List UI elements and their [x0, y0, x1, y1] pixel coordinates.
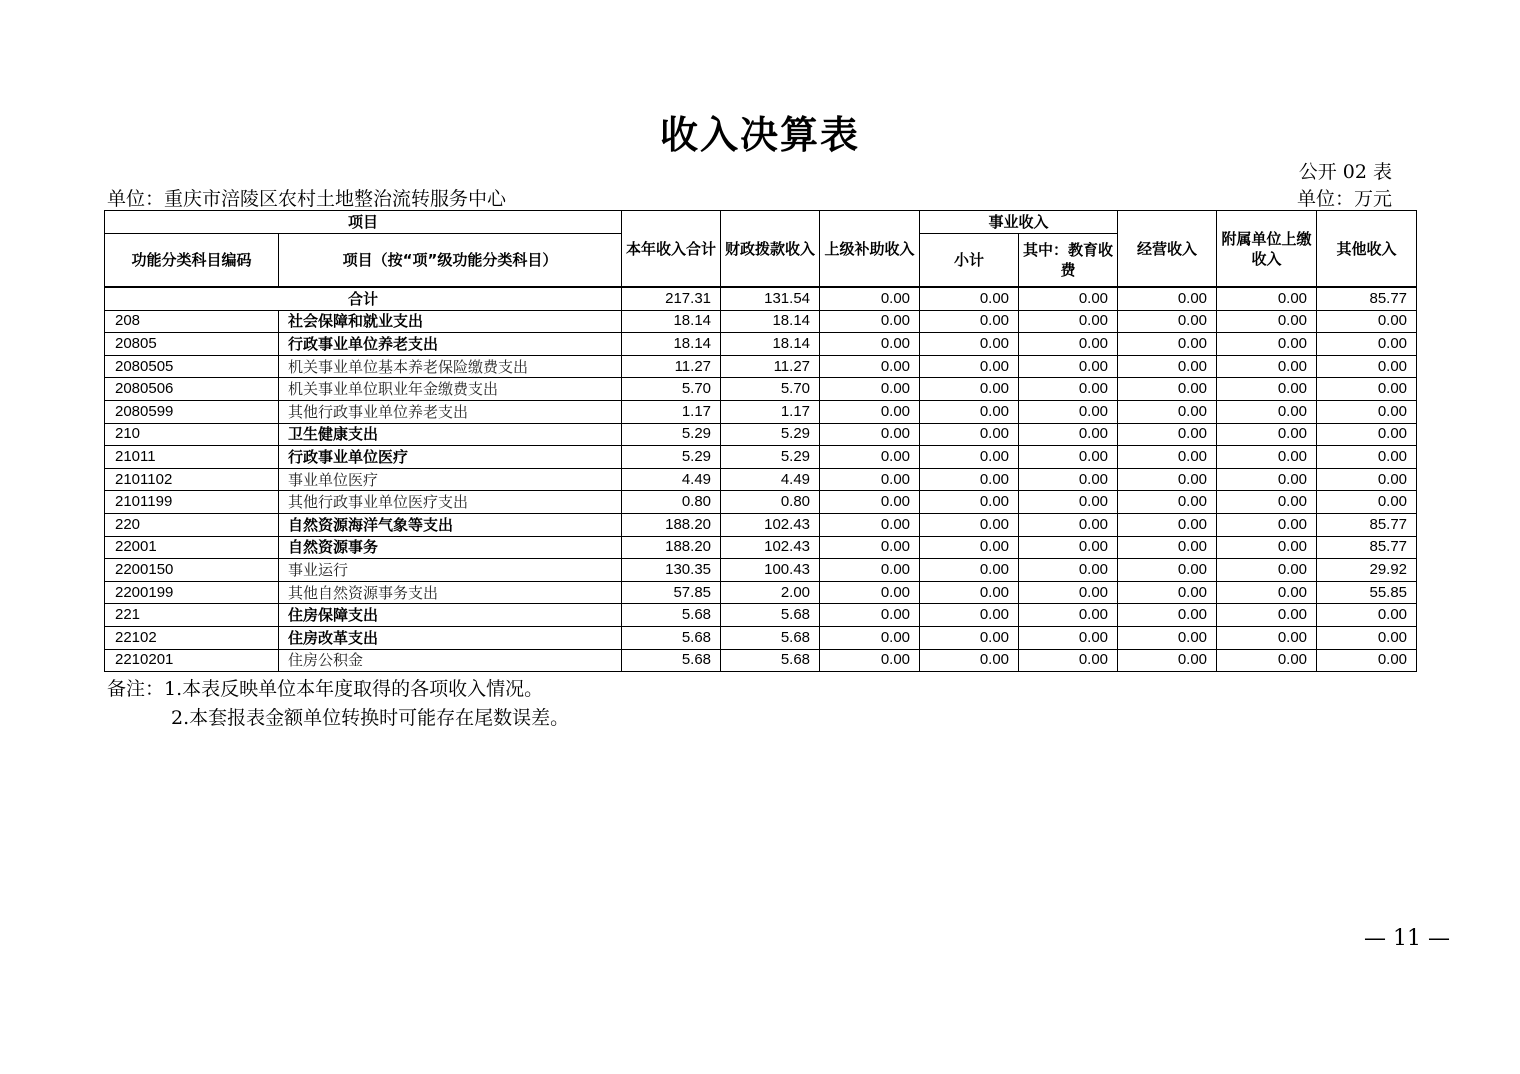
- amount-cell: 0.00: [1019, 559, 1118, 582]
- amount-cell: 0.00: [1217, 310, 1317, 333]
- amount-cell: 0.00: [1118, 468, 1217, 491]
- amount-cell: 0.00: [1317, 355, 1417, 378]
- amount-cell: 0.00: [1217, 400, 1317, 423]
- amount-cell: 0.00: [1118, 333, 1217, 356]
- amount-cell: 0.80: [622, 491, 721, 514]
- amount-cell: 18.14: [721, 310, 820, 333]
- total-row: [105, 287, 1417, 310]
- amount-cell: 0.00: [1317, 423, 1417, 446]
- amount-cell: 0.00: [1118, 649, 1217, 672]
- subject-name: 社会保障和就业支出: [279, 310, 622, 333]
- header-project: 项目: [105, 211, 622, 234]
- amount-cell: 0.00: [1317, 378, 1417, 401]
- amount-cell: 0.00: [820, 446, 920, 469]
- amount-cell: 0.00: [1317, 491, 1417, 514]
- subject-name: 住房改革支出: [279, 626, 622, 649]
- amount-cell: 0.00: [1317, 400, 1417, 423]
- subject-code: 22102: [105, 626, 279, 649]
- table-row: [105, 378, 1417, 401]
- amount-cell: 0.00: [920, 491, 1019, 514]
- amount-cell: 5.68: [721, 626, 820, 649]
- amount-cell: 85.77: [1317, 536, 1417, 559]
- amount-cell: 85.77: [1317, 513, 1417, 536]
- amount-cell: 0.00: [1019, 423, 1118, 446]
- subject-code: 22001: [105, 536, 279, 559]
- amount-cell: 0.00: [1217, 581, 1317, 604]
- amount-cell: 0.00: [820, 513, 920, 536]
- amount-cell: 102.43: [721, 536, 820, 559]
- amount-cell: 0.00: [920, 604, 1019, 627]
- amount-cell: 0.00: [1217, 355, 1317, 378]
- amount-cell: 0.00: [820, 649, 920, 672]
- amount-cell: 0.00: [1019, 378, 1118, 401]
- subject-name: 行政事业单位养老支出: [279, 333, 622, 356]
- subject-code: 2200199: [105, 581, 279, 604]
- table-row: [105, 400, 1417, 423]
- header-affiliate: 附属单位上缴收入: [1217, 211, 1317, 288]
- amount-cell: 1.17: [622, 400, 721, 423]
- amount-cell: 0.00: [1317, 626, 1417, 649]
- total-label: 合计: [105, 287, 622, 310]
- amount-cell: 0.00: [820, 491, 920, 514]
- amount-cell: 0.00: [1019, 604, 1118, 627]
- amount-cell: 0.00: [1019, 310, 1118, 333]
- amount-cell: 0.00: [920, 400, 1019, 423]
- amount-cell: 0.00: [920, 378, 1019, 401]
- subject-code: 2101102: [105, 468, 279, 491]
- total-value: 217.31: [622, 287, 721, 310]
- amount-cell: 4.49: [622, 468, 721, 491]
- amount-cell: 0.00: [1118, 310, 1217, 333]
- page-title: 收入决算表: [659, 112, 860, 157]
- total-value: 131.54: [721, 287, 820, 310]
- amount-cell: 4.49: [721, 468, 820, 491]
- amount-cell: 188.20: [622, 513, 721, 536]
- amount-cell: 0.00: [920, 446, 1019, 469]
- amount-cell: 0.00: [820, 626, 920, 649]
- amount-cell: 5.68: [622, 604, 721, 627]
- amount-cell: 5.70: [721, 378, 820, 401]
- amount-cell: 188.20: [622, 536, 721, 559]
- subject-name: 其他行政事业单位养老支出: [279, 400, 622, 423]
- table-row: [105, 310, 1417, 333]
- amount-cell: 0.80: [721, 491, 820, 514]
- subject-name: 自然资源事务: [279, 536, 622, 559]
- amount-cell: 0.00: [1217, 468, 1317, 491]
- amount-cell: 5.29: [622, 446, 721, 469]
- subject-code: 20805: [105, 333, 279, 356]
- subject-code: 2080506: [105, 378, 279, 401]
- amount-cell: 130.35: [622, 559, 721, 582]
- amount-cell: 0.00: [1317, 310, 1417, 333]
- amount-cell: 0.00: [820, 310, 920, 333]
- page-number: — 11 —: [1364, 926, 1450, 951]
- table-row: [105, 446, 1417, 469]
- amount-cell: 0.00: [1217, 513, 1317, 536]
- amount-cell: 1.17: [721, 400, 820, 423]
- amount-cell: 5.68: [622, 626, 721, 649]
- amount-cell: 0.00: [1118, 423, 1217, 446]
- amount-cell: 0.00: [820, 400, 920, 423]
- header-superior: 上级补助收入: [820, 211, 920, 288]
- amount-cell: 0.00: [1019, 649, 1118, 672]
- table-row: [105, 355, 1417, 378]
- total-value: 85.77: [1317, 287, 1417, 310]
- amount-cell: 0.00: [1019, 581, 1118, 604]
- amount-cell: 0.00: [1019, 468, 1118, 491]
- amount-cell: 0.00: [1217, 378, 1317, 401]
- amount-cell: 18.14: [622, 310, 721, 333]
- amount-cell: 0.00: [1118, 491, 1217, 514]
- subject-name: 住房保障支出: [279, 604, 622, 627]
- amount-cell: 0.00: [820, 423, 920, 446]
- amount-cell: 0.00: [1317, 604, 1417, 627]
- subject-name: 机关事业单位基本养老保险缴费支出: [279, 355, 622, 378]
- amount-cell: 0.00: [820, 536, 920, 559]
- amount-cell: 5.68: [721, 604, 820, 627]
- total-value: 0.00: [1019, 287, 1118, 310]
- header-business-group: 事业收入: [920, 211, 1118, 234]
- subject-name: 行政事业单位医疗: [279, 446, 622, 469]
- total-value: 0.00: [1118, 287, 1217, 310]
- subject-code: 21011: [105, 446, 279, 469]
- table-row: [105, 649, 1417, 672]
- amount-cell: 0.00: [1019, 355, 1118, 378]
- amount-cell: 0.00: [1317, 446, 1417, 469]
- amount-cell: 0.00: [820, 604, 920, 627]
- amount-cell: 5.68: [721, 649, 820, 672]
- subject-name: 机关事业单位职业年金缴费支出: [279, 378, 622, 401]
- table-row: [105, 581, 1417, 604]
- amount-cell: 0.00: [1019, 446, 1118, 469]
- table-row: [105, 423, 1417, 446]
- amount-cell: 5.29: [622, 423, 721, 446]
- amount-cell: 18.14: [721, 333, 820, 356]
- subject-code: 2101199: [105, 491, 279, 514]
- amount-cell: 0.00: [1118, 513, 1217, 536]
- subject-code: 210: [105, 423, 279, 446]
- amount-cell: 0.00: [1217, 649, 1317, 672]
- amount-cell: 0.00: [920, 536, 1019, 559]
- amount-cell: 0.00: [1217, 559, 1317, 582]
- amount-cell: 0.00: [1019, 626, 1118, 649]
- amount-cell: 0.00: [1019, 333, 1118, 356]
- reporting-unit: 单位：重庆市涪陵区农村土地整治流转服务中心: [107, 188, 507, 210]
- amount-cell: 0.00: [820, 333, 920, 356]
- amount-cell: 0.00: [920, 423, 1019, 446]
- amount-cell: 0.00: [920, 581, 1019, 604]
- subject-code: 208: [105, 310, 279, 333]
- subject-code: 221: [105, 604, 279, 627]
- amount-cell: 0.00: [1118, 559, 1217, 582]
- total-value: 0.00: [820, 287, 920, 310]
- subject-name: 自然资源海洋气象等支出: [279, 513, 622, 536]
- income-table: [104, 210, 1417, 672]
- amount-cell: 0.00: [920, 355, 1019, 378]
- subject-code: 220: [105, 513, 279, 536]
- header-total: 本年收入合计: [622, 211, 721, 288]
- amount-cell: 11.27: [622, 355, 721, 378]
- table-row: [105, 536, 1417, 559]
- amount-cell: 0.00: [820, 581, 920, 604]
- table-row: [105, 513, 1417, 536]
- table-row: [105, 604, 1417, 627]
- amount-cell: 0.00: [820, 559, 920, 582]
- amount-cell: 0.00: [1019, 491, 1118, 514]
- amount-cell: 0.00: [1317, 333, 1417, 356]
- amount-cell: 57.85: [622, 581, 721, 604]
- subject-name: 事业单位医疗: [279, 468, 622, 491]
- amount-cell: 0.00: [1217, 333, 1317, 356]
- amount-cell: 0.00: [920, 513, 1019, 536]
- subject-name: 卫生健康支出: [279, 423, 622, 446]
- header-fiscal: 财政拨款收入: [721, 211, 820, 288]
- amount-cell: 0.00: [1019, 400, 1118, 423]
- amount-cell: 0.00: [1217, 604, 1317, 627]
- amount-cell: 0.00: [1118, 378, 1217, 401]
- amount-cell: 102.43: [721, 513, 820, 536]
- total-value: 0.00: [1217, 287, 1317, 310]
- subject-code: 2210201: [105, 649, 279, 672]
- amount-cell: 11.27: [721, 355, 820, 378]
- form-number: 公开 02 表: [1298, 161, 1392, 183]
- amount-cell: 0.00: [1118, 536, 1217, 559]
- amount-cell: 0.00: [820, 355, 920, 378]
- subject-name: 事业运行: [279, 559, 622, 582]
- note-line-2: 2.本套报表金额单位转换时可能存在尾数误差。: [171, 707, 570, 729]
- amount-cell: 0.00: [1118, 626, 1217, 649]
- amount-cell: 0.00: [920, 333, 1019, 356]
- subject-name: 其他行政事业单位医疗支出: [279, 491, 622, 514]
- amount-cell: 0.00: [1317, 649, 1417, 672]
- amount-cell: 0.00: [1118, 581, 1217, 604]
- amount-cell: 100.43: [721, 559, 820, 582]
- header-subtotal: 小计: [920, 234, 1019, 288]
- subject-name: 住房公积金: [279, 649, 622, 672]
- header-operating: 经营收入: [1118, 211, 1217, 288]
- notes: [107, 675, 569, 733]
- amount-cell: 0.00: [1217, 536, 1317, 559]
- amount-cell: 0.00: [1217, 626, 1317, 649]
- amount-cell: 0.00: [920, 649, 1019, 672]
- amount-cell: 0.00: [1317, 468, 1417, 491]
- currency-unit: 单位：万元: [1296, 188, 1392, 210]
- header-code: 功能分类科目编码: [105, 234, 279, 288]
- amount-cell: 0.00: [920, 468, 1019, 491]
- amount-cell: 0.00: [1019, 513, 1118, 536]
- subject-code: 2080599: [105, 400, 279, 423]
- amount-cell: 5.29: [721, 446, 820, 469]
- amount-cell: 55.85: [1317, 581, 1417, 604]
- table-row: [105, 468, 1417, 491]
- amount-cell: 0.00: [1217, 491, 1317, 514]
- amount-cell: 0.00: [920, 626, 1019, 649]
- amount-cell: 2.00: [721, 581, 820, 604]
- header-name: 项目（按“项”级功能分类科目）: [279, 234, 622, 288]
- subject-code: 2200150: [105, 559, 279, 582]
- amount-cell: 5.70: [622, 378, 721, 401]
- amount-cell: 0.00: [1019, 536, 1118, 559]
- table-row: [105, 626, 1417, 649]
- amount-cell: 0.00: [1118, 446, 1217, 469]
- header-other: 其他收入: [1317, 211, 1417, 288]
- amount-cell: 5.68: [622, 649, 721, 672]
- amount-cell: 0.00: [820, 468, 920, 491]
- amount-cell: 0.00: [1217, 446, 1317, 469]
- header-education: 其中：教育收费: [1019, 234, 1118, 288]
- amount-cell: 0.00: [920, 310, 1019, 333]
- amount-cell: 0.00: [820, 378, 920, 401]
- total-value: 0.00: [920, 287, 1019, 310]
- table-row: [105, 333, 1417, 356]
- amount-cell: 29.92: [1317, 559, 1417, 582]
- amount-cell: 5.29: [721, 423, 820, 446]
- amount-cell: 0.00: [1217, 423, 1317, 446]
- amount-cell: 18.14: [622, 333, 721, 356]
- table-row: [105, 559, 1417, 582]
- amount-cell: 0.00: [1118, 355, 1217, 378]
- amount-cell: 0.00: [920, 559, 1019, 582]
- table-row: [105, 491, 1417, 514]
- subject-code: 2080505: [105, 355, 279, 378]
- note-line-1: 备注：1.本表反映单位本年度取得的各项收入情况。: [107, 678, 544, 700]
- subject-name: 其他自然资源事务支出: [279, 581, 622, 604]
- amount-cell: 0.00: [1118, 400, 1217, 423]
- amount-cell: 0.00: [1118, 604, 1217, 627]
